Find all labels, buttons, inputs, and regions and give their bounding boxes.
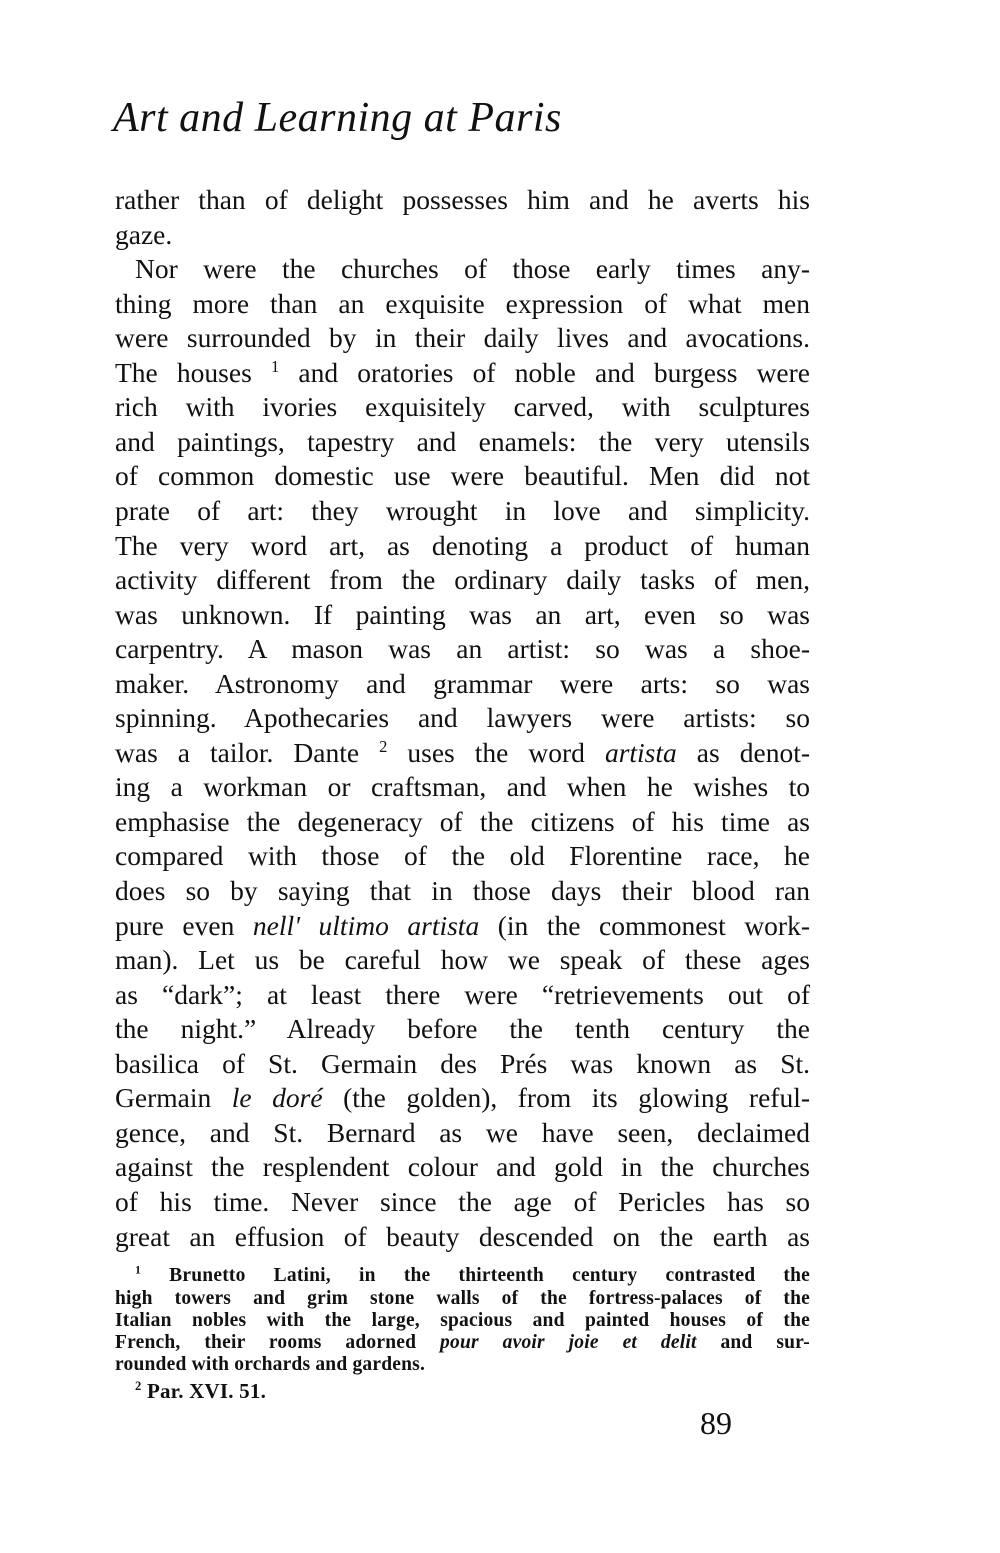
text-segment: The very word art, as denoting a product of human: [115, 529, 810, 561]
text-segment: pure even: [115, 909, 253, 941]
text-segment: (in the commonest work-: [479, 909, 810, 941]
footnote-ref: 1: [270, 356, 280, 376]
text-segment: maker. Astronomy and grammar were arts: so was: [115, 667, 810, 699]
footnote-line: [135, 1380, 810, 1402]
text-segment: (the golden), from its glowing reful-: [322, 1082, 811, 1114]
text-line: [115, 529, 810, 563]
text-segment: Par. XVI. 51.: [141, 1379, 267, 1403]
text-segment: ing a workman or craftsman, and when he wishes to: [115, 771, 810, 803]
text-line: [115, 909, 810, 943]
text-segment: man). Let us be careful how we speak of these ages: [115, 944, 810, 976]
text-segment: carpentry. A mason was an artist: so was a shoe-: [115, 633, 810, 665]
text-line: [115, 701, 810, 735]
text-line: [115, 425, 810, 459]
footnote-marker: 1: [135, 1263, 142, 1277]
text-line: [115, 943, 810, 977]
text-line: [115, 1081, 810, 1115]
text-segment: French, their rooms adorned: [115, 1332, 441, 1353]
text-line: [115, 1150, 810, 1184]
text-segment: of common domestic use were beautiful. Men did not: [115, 460, 810, 492]
text-segment: was unknown. If painting was an art, even so was: [115, 598, 810, 630]
italic-text: nell' ultimo artista: [252, 909, 480, 941]
text-line: [115, 736, 810, 770]
text-segment: as denot-: [676, 736, 810, 768]
footnote-line: [115, 1332, 810, 1354]
text-segment: and paintings, tapestry and enamels: the very utensils: [115, 425, 810, 457]
text-segment: basilica of St. Germain des Prés was known as St.: [115, 1047, 810, 1079]
footnote-ref: 2: [379, 736, 388, 756]
text-line: [115, 183, 810, 217]
text-segment: thing more than an exquisite expression of what men: [115, 287, 810, 319]
text-line: [115, 839, 810, 873]
text-segment: prate of art: they wrought in love and simplicity.: [115, 494, 810, 526]
text-line: [115, 1116, 810, 1150]
text-line: [115, 563, 810, 597]
footnote-line: [135, 1265, 810, 1287]
text-line: [115, 459, 810, 493]
text-line: [115, 1047, 810, 1081]
footnote-line: [115, 1288, 810, 1310]
text-line: [115, 805, 810, 839]
text-line: [115, 494, 810, 528]
text-segment: rich with ivories exquisitely carved, with sculptures: [115, 391, 810, 423]
text-segment: as “dark”; at least there were “retrievements out of: [115, 978, 810, 1010]
text-segment: was a tailor. Dante: [115, 736, 380, 768]
running-header-title: Art and Learning at Paris: [113, 95, 562, 141]
text-segment: and sur-: [696, 1332, 811, 1353]
text-segment: Italian nobles with the large, spacious and painted houses of the: [115, 1310, 810, 1331]
text-line: [135, 252, 810, 286]
text-segment: gaze.: [115, 218, 173, 250]
text-segment: emphasise the degeneracy of the citizens of his time as: [115, 805, 810, 837]
text-segment: of his time. Never since the age of Pericles has so: [115, 1185, 810, 1217]
text-line: [115, 321, 810, 355]
text-line: [115, 1012, 810, 1046]
text-line: [115, 390, 810, 424]
text-line: [115, 287, 810, 321]
page-number: 89: [700, 1405, 732, 1441]
text-line: [115, 356, 810, 390]
text-line: [115, 667, 810, 701]
text-line: [115, 1185, 810, 1219]
text-line: [115, 218, 810, 252]
text-segment: spinning. Apothecaries and lawyers were artists: so: [115, 702, 810, 734]
footnote-line: [115, 1354, 810, 1376]
footnote-marker: 2: [135, 1379, 142, 1393]
text-segment: activity different from the ordinary daily tasks of men,: [115, 564, 810, 596]
text-segment: great an effusion of beauty descended on the earth as: [115, 1220, 810, 1252]
text-segment: Germain: [115, 1082, 232, 1114]
text-segment: Nor were the churches of those early times any-: [135, 253, 810, 285]
text-segment: against the resplendent colour and gold in the churches: [115, 1151, 810, 1183]
italic-text: pour avoir joie et delit: [440, 1332, 697, 1353]
text-line: [115, 598, 810, 632]
text-segment: and oratories of noble and burgess were: [279, 356, 810, 388]
text-line: [115, 874, 810, 908]
text-line: [115, 1220, 810, 1254]
text-line: [115, 632, 810, 666]
text-segment: were surrounded by in their daily lives and avocations.: [115, 322, 810, 354]
text-segment: rather than of delight possesses him and he averts his: [115, 184, 810, 215]
text-line: [115, 978, 810, 1012]
text-segment: rounded with orchards and gardens.: [115, 1354, 426, 1375]
text-segment: Brunetto Latini, in the thirteenth century contrasted the: [141, 1265, 810, 1286]
text-segment: The houses: [115, 356, 271, 388]
text-line: [115, 770, 810, 804]
italic-text: artista: [604, 736, 677, 768]
text-segment: uses the word: [387, 736, 605, 768]
text-segment: high towers and grim stone walls of the fortress-palaces of the: [115, 1288, 810, 1309]
footnote-line: [115, 1310, 810, 1332]
italic-text: le doré: [231, 1082, 323, 1114]
text-segment: gence, and St. Bernard as we have seen, declaimed: [115, 1116, 810, 1148]
text-segment: compared with those of the old Florentine race, he: [115, 840, 810, 872]
text-segment: the night.” Already before the tenth century the: [115, 1013, 810, 1045]
text-segment: does so by saying that in those days their blood ran: [115, 875, 810, 906]
